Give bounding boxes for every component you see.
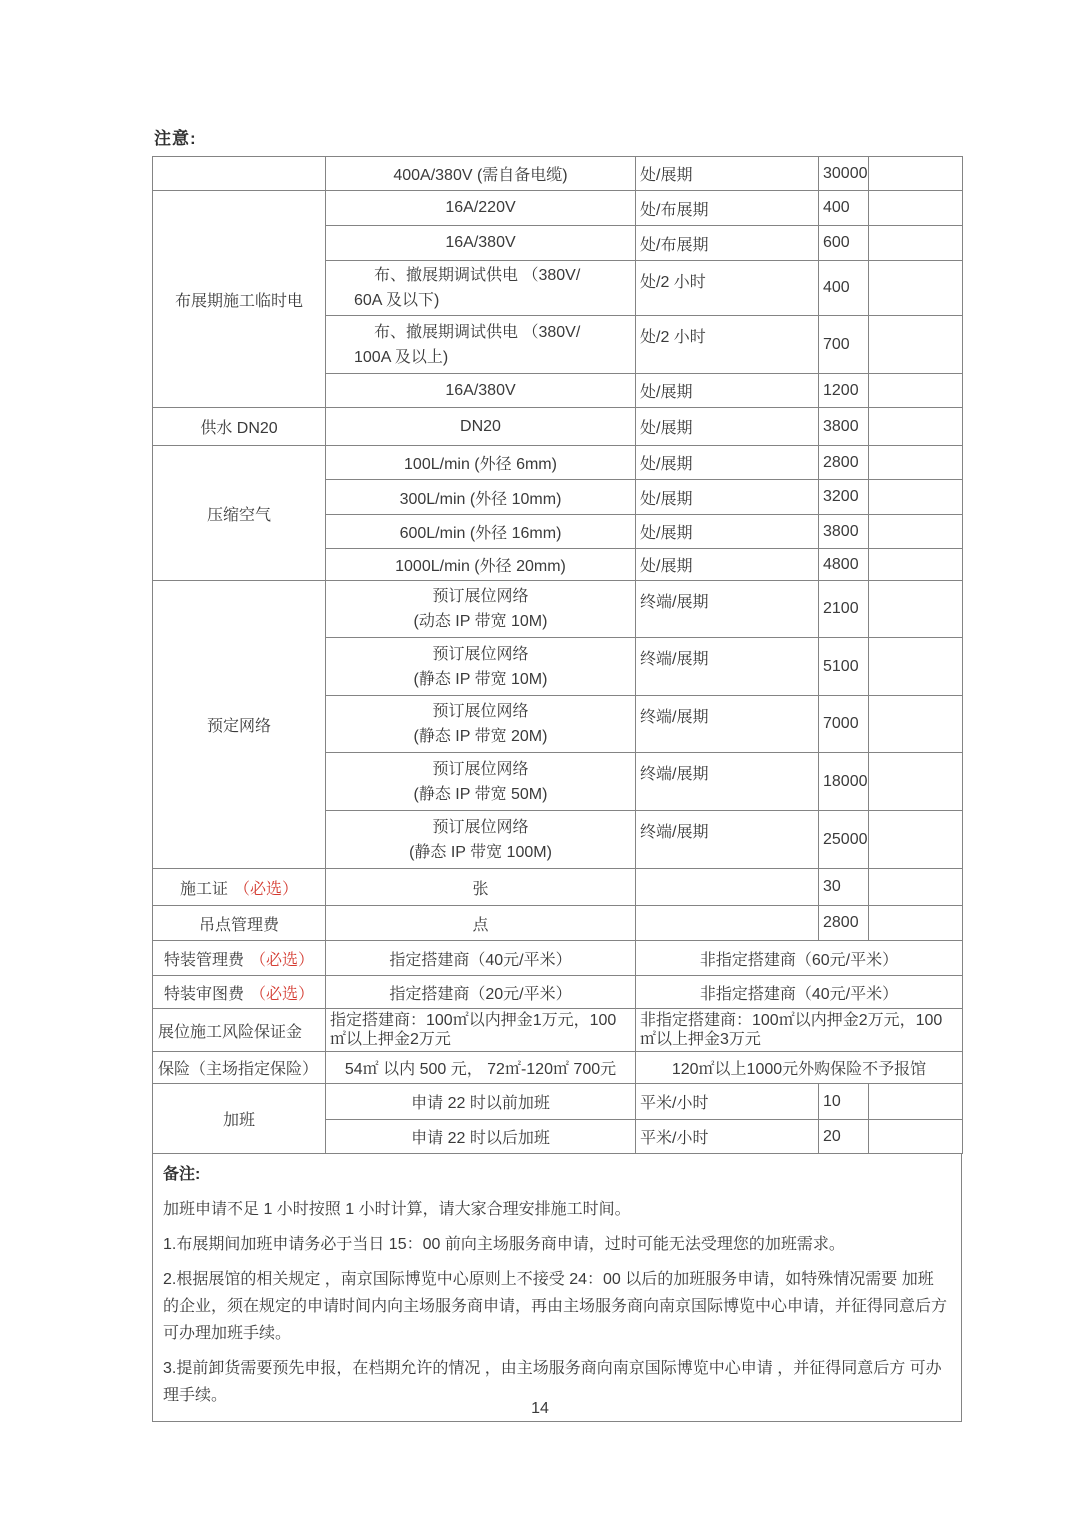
category-cell-review-fee [153, 976, 326, 1009]
notes-box [152, 1153, 962, 1422]
unit-cell: 终端/展期 [636, 638, 819, 696]
desc-cell: 点 [326, 906, 636, 941]
category-cell-permit [153, 869, 326, 906]
category-cell-rigging: 吊点管理费 [153, 906, 326, 941]
price-cell: 400 [819, 261, 869, 316]
price-cell: 2800 [819, 906, 869, 941]
price-cell: 30 [819, 869, 869, 906]
price-cell: 2100 [819, 581, 869, 638]
unit-cell-empty [636, 869, 819, 906]
desc-line-2: (静态 IP 带宽 100M) [409, 843, 552, 861]
page-number: 14 [531, 1400, 549, 1417]
table-row-review-fee [153, 976, 963, 1009]
table-row-insurance [153, 1052, 963, 1084]
unit-cell: 平米/小时 [636, 1120, 819, 1154]
desc-line-1: 预订展位网络 [432, 645, 529, 663]
insurance-tier-cell: 54㎡ 以内 500 元， 72㎡-120㎡ 700元 [326, 1052, 636, 1084]
empty-cell [869, 480, 963, 515]
desc-line-1: 预订展位网络 [432, 818, 529, 836]
unit-cell: 处/展期 [636, 408, 819, 446]
desc-cell [326, 261, 636, 316]
empty-cell [869, 638, 963, 696]
category-label: 特装审图费 [163, 985, 244, 1003]
category-cell-deposit: 展位施工风险保证金 [153, 1009, 326, 1052]
unit-cell: 处/2 小时 [636, 316, 819, 374]
desc-cell: DN20 [326, 408, 636, 446]
empty-cell [869, 226, 963, 261]
category-cell-insurance: 保险（主场指定保险） [153, 1052, 326, 1084]
category-label: 施工证 [179, 880, 228, 898]
price-cell: 20 [819, 1120, 869, 1154]
desc-line-2: 60A 及以下) [354, 292, 440, 309]
required-badge: （必选） [234, 880, 299, 898]
notes-heading: 备注: [163, 1166, 201, 1183]
price-cell: 700 [819, 316, 869, 374]
desc-cell: 600L/min (外径 16mm) [326, 515, 636, 549]
price-cell: 4800 [819, 549, 869, 581]
non-official-contractor-cell: 非指定搭建商：100㎡以内押金2万元，100㎡以上押金3万元 [636, 1009, 963, 1052]
desc-cell [326, 811, 636, 869]
desc-line-1: 布、撤展期调试供电 （380V/ [374, 267, 581, 284]
non-official-contractor-cell: 非指定搭建商（60元/平米） [636, 941, 963, 976]
empty-cell [869, 261, 963, 316]
empty-cell [869, 549, 963, 581]
price-table [152, 156, 963, 1154]
category-cell-empty [153, 157, 326, 191]
desc-cell [326, 638, 636, 696]
empty-cell [869, 446, 963, 480]
empty-cell [869, 408, 963, 446]
table-row-400a [153, 157, 963, 191]
required-badge: （必选） [250, 951, 315, 969]
empty-cell [869, 157, 963, 191]
empty-cell [869, 191, 963, 226]
price-cell: 3800 [819, 515, 869, 549]
desc-line-1: 布、撤展期调试供电 （380V/ [374, 323, 581, 341]
desc-cell: 16A/380V [326, 226, 636, 261]
table-row-power-1 [153, 191, 963, 226]
empty-cell [869, 811, 963, 869]
empty-cell [869, 753, 963, 811]
category-cell-network: 预定网络 [153, 581, 326, 869]
empty-cell [869, 515, 963, 549]
official-contractor-cell: 指定搭建商（20元/平米） [326, 976, 636, 1009]
category-cell-overtime: 加班 [153, 1084, 326, 1154]
empty-cell [869, 1120, 963, 1154]
unit-cell: 处/展期 [636, 549, 819, 581]
desc-cell: 16A/220V [326, 191, 636, 226]
table-row-air-1 [153, 446, 963, 480]
unit-cell: 处/2 小时 [636, 261, 819, 316]
price-cell: 3200 [819, 480, 869, 515]
unit-cell-empty [636, 906, 819, 941]
price-cell: 25000 [819, 811, 869, 869]
desc-cell: 申请 22 时以前加班 [326, 1084, 636, 1120]
note-line-overtime-rule: 加班申请不足 1 小时按照 1 小时计算，请大家合理安排施工时间。 [163, 1201, 631, 1218]
desc-line-1: 预订展位网络 [432, 703, 529, 720]
empty-cell [869, 1084, 963, 1120]
desc-cell: 400A/380V (需自备电缆) [326, 157, 636, 191]
price-cell: 30000 [819, 157, 869, 191]
table-row-rigging [153, 906, 963, 941]
table-row-water [153, 408, 963, 446]
notice-heading: 注意: [154, 129, 197, 148]
price-cell: 10 [819, 1084, 869, 1120]
empty-cell [869, 316, 963, 374]
category-label: 特装管理费 [163, 951, 244, 969]
unit-cell: 处/展期 [636, 157, 819, 191]
price-cell: 18000 [819, 753, 869, 811]
table-row-deposit [153, 1009, 963, 1052]
price-cell: 2800 [819, 446, 869, 480]
table-row-network-1 [153, 581, 963, 638]
price-cell: 600 [819, 226, 869, 261]
price-cell: 5100 [819, 638, 869, 696]
price-cell: 1200 [819, 374, 869, 408]
unit-cell: 平米/小时 [636, 1084, 819, 1120]
unit-cell: 处/布展期 [636, 226, 819, 261]
empty-cell [869, 581, 963, 638]
official-contractor-cell: 指定搭建商：100㎡以内押金1万元，100㎡以上押金2万元 [326, 1009, 636, 1052]
unit-cell: 终端/展期 [636, 811, 819, 869]
desc-cell: 张 [326, 869, 636, 906]
desc-line-2: (动态 IP 带宽 10M) [413, 613, 548, 630]
desc-cell: 申请 22 时以后加班 [326, 1120, 636, 1154]
unit-cell: 处/布展期 [636, 191, 819, 226]
category-cell-water: 供水 DN20 [153, 408, 326, 446]
price-cell: 3800 [819, 408, 869, 446]
desc-cell [326, 696, 636, 753]
unit-cell: 处/展期 [636, 480, 819, 515]
desc-cell [326, 753, 636, 811]
unit-cell: 处/展期 [636, 374, 819, 408]
unit-cell: 处/展期 [636, 446, 819, 480]
desc-line-2: (静态 IP 带宽 50M) [413, 785, 548, 803]
official-contractor-cell: 指定搭建商（40元/平米） [326, 941, 636, 976]
desc-line-1: 预订展位网络 [432, 588, 529, 605]
desc-line-2: (静态 IP 带宽 20M) [413, 728, 548, 745]
content-area [152, 124, 962, 1422]
desc-cell [326, 581, 636, 638]
price-cell: 7000 [819, 696, 869, 753]
price-cell: 400 [819, 191, 869, 226]
non-official-contractor-cell: 非指定搭建商（40元/平米） [636, 976, 963, 1009]
desc-line-2: 100A 及以上) [354, 348, 449, 366]
unit-cell: 终端/展期 [636, 753, 819, 811]
category-cell-air: 压缩空气 [153, 446, 326, 581]
empty-cell [869, 906, 963, 941]
unit-cell: 处/展期 [636, 515, 819, 549]
category-cell-mgmt-fee [153, 941, 326, 976]
insurance-over120-cell: 120㎡以上1000元外购保险不予报馆 [636, 1052, 963, 1084]
empty-cell [869, 696, 963, 753]
category-cell-temp-power: 布展期施工临时电 [153, 191, 326, 408]
required-badge: （必选） [250, 985, 315, 1003]
desc-cell: 16A/380V [326, 374, 636, 408]
table-row-permit [153, 869, 963, 906]
empty-cell [869, 374, 963, 408]
empty-cell [869, 869, 963, 906]
unit-cell: 终端/展期 [636, 696, 819, 753]
desc-cell [326, 316, 636, 374]
desc-cell: 300L/min (外径 10mm) [326, 480, 636, 515]
table-row-overtime-1 [153, 1084, 963, 1120]
unit-cell: 终端/展期 [636, 581, 819, 638]
desc-cell: 1000L/min (外径 20mm) [326, 549, 636, 581]
note-line-2: 2.根据展馆的相关规定 ，南京国际博览中心原则上不接受 24：00 以后的加班服务申请，如特殊情况需要 加班的企业，须在规定的申请时间内向主场服务商申请，再由主场服务商向南京国际博览中心申请，并征得同意后方可办理加班手续。 [163, 1271, 948, 1342]
desc-line-2: (静态 IP 带宽 10M) [413, 670, 548, 688]
note-line-3: 3.提前卸货需要预先申报，在档期允许的情况 ，由主场服务商向南京国际博览中心申请 ，并征得同意后方 可办理手续。 [163, 1360, 942, 1404]
note-line-1: 1.布展期间加班申请务必于当日 15：00 前向主场服务商申请，过时可能无法受理您的加班需求。 [163, 1236, 845, 1253]
table-row-mgmt-fee [153, 941, 963, 976]
desc-line-1: 预订展位网络 [432, 760, 529, 778]
desc-cell: 100L/min (外径 6mm) [326, 446, 636, 480]
